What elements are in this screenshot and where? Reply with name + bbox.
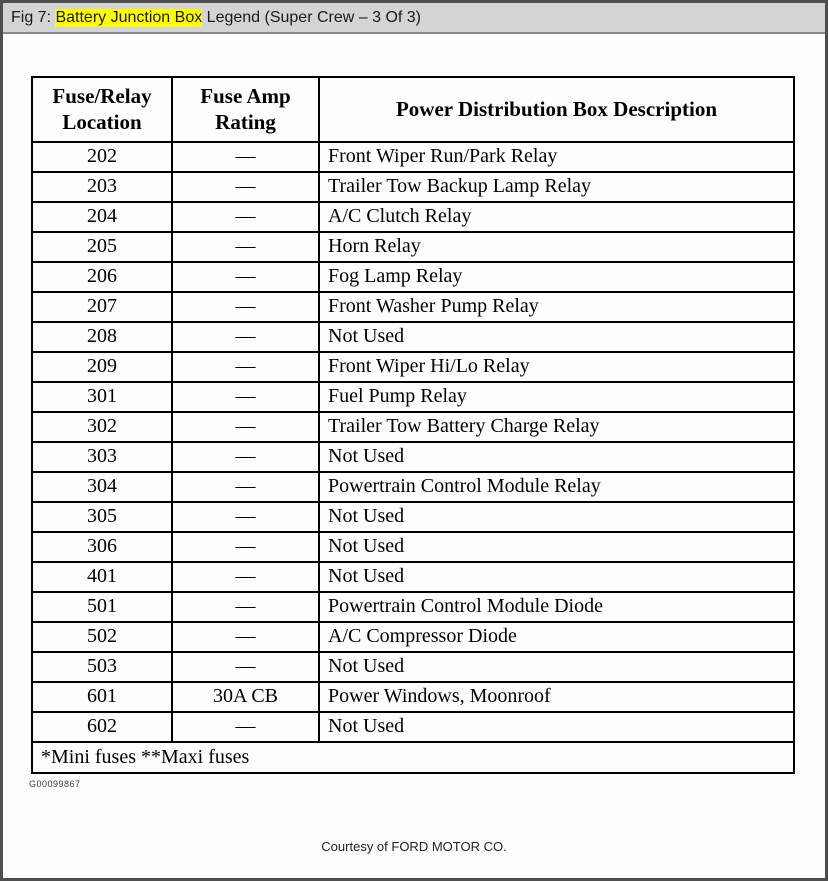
cell-fuse-relay-location: 501 — [32, 592, 172, 622]
cell-fuse-relay-location: 207 — [32, 292, 172, 322]
cell-fuse-amp-rating: — — [172, 442, 319, 472]
cell-fuse-amp-rating: — — [172, 322, 319, 352]
table-row — [32, 562, 794, 592]
cell-fuse-amp-rating: — — [172, 382, 319, 412]
table-row — [32, 442, 794, 472]
table-row — [32, 382, 794, 412]
cell-fuse-amp-rating: — — [172, 562, 319, 592]
cell-description: Not Used — [319, 562, 794, 592]
cell-fuse-amp-rating: 30A CB — [172, 682, 319, 712]
figure-caption-bar — [3, 3, 825, 34]
cell-description: Fuel Pump Relay — [319, 382, 794, 412]
cell-fuse-amp-rating: — — [172, 172, 319, 202]
cell-description: Not Used — [319, 712, 794, 742]
cell-description: Not Used — [319, 322, 794, 352]
table-row — [32, 712, 794, 742]
table-row — [32, 652, 794, 682]
table-row — [32, 322, 794, 352]
cell-fuse-amp-rating: — — [172, 532, 319, 562]
cell-fuse-relay-location: 305 — [32, 502, 172, 532]
cell-fuse-amp-rating: — — [172, 262, 319, 292]
cell-description: Powertrain Control Module Relay — [319, 472, 794, 502]
cell-fuse-amp-rating: — — [172, 292, 319, 322]
cell-description: Not Used — [319, 442, 794, 472]
table-row — [32, 412, 794, 442]
cell-fuse-amp-rating: — — [172, 142, 319, 172]
cell-description: Not Used — [319, 652, 794, 682]
cell-fuse-relay-location: 209 — [32, 352, 172, 382]
figure-id: G00099867 — [29, 778, 81, 789]
cell-description: Horn Relay — [319, 232, 794, 262]
cell-fuse-amp-rating: — — [172, 412, 319, 442]
table-row — [32, 292, 794, 322]
cell-fuse-relay-location: 202 — [32, 142, 172, 172]
table-row — [32, 592, 794, 622]
table-row — [32, 472, 794, 502]
cell-description: Front Wiper Hi/Lo Relay — [319, 352, 794, 382]
cell-fuse-amp-rating: — — [172, 622, 319, 652]
fuse-legend-table — [31, 76, 795, 774]
fuse-table-body — [32, 142, 794, 742]
cell-fuse-relay-location: 602 — [32, 712, 172, 742]
cell-description: Fog Lamp Relay — [319, 262, 794, 292]
footnote-row — [32, 742, 794, 773]
table-row — [32, 352, 794, 382]
cell-description: Trailer Tow Backup Lamp Relay — [319, 172, 794, 202]
cell-fuse-relay-location: 503 — [32, 652, 172, 682]
cell-description: A/C Compressor Diode — [319, 622, 794, 652]
table-header-row — [32, 77, 794, 142]
cell-fuse-relay-location: 304 — [32, 472, 172, 502]
cell-fuse-relay-location: 204 — [32, 202, 172, 232]
column-header-fuse-relay-location: Fuse/Relay Location — [32, 77, 172, 142]
cell-fuse-amp-rating: — — [172, 352, 319, 382]
cell-description: Front Washer Pump Relay — [319, 292, 794, 322]
table-row — [32, 142, 794, 172]
table-row — [32, 202, 794, 232]
cell-description: Front Wiper Run/Park Relay — [319, 142, 794, 172]
table-row — [32, 232, 794, 262]
cell-description: Powertrain Control Module Diode — [319, 592, 794, 622]
courtesy-text: Courtesy of FORD MOTOR CO. — [321, 839, 507, 854]
cell-fuse-relay-location: 303 — [32, 442, 172, 472]
caption-suffix: Legend (Super Crew – 3 Of 3) — [202, 8, 421, 26]
cell-fuse-amp-rating: — — [172, 232, 319, 262]
cell-fuse-amp-rating: — — [172, 472, 319, 502]
cell-fuse-relay-location: 208 — [32, 322, 172, 352]
cell-fuse-relay-location: 306 — [32, 532, 172, 562]
cell-description: A/C Clutch Relay — [319, 202, 794, 232]
cell-fuse-relay-location: 502 — [32, 622, 172, 652]
cell-fuse-amp-rating: — — [172, 712, 319, 742]
cell-fuse-relay-location: 302 — [32, 412, 172, 442]
caption-prefix: Fig 7: — [11, 8, 56, 26]
table-row — [32, 682, 794, 712]
cell-fuse-relay-location: 205 — [32, 232, 172, 262]
cell-fuse-relay-location: 401 — [32, 562, 172, 592]
column-header-fuse-amp-rating: Fuse Amp Rating — [172, 77, 319, 142]
cell-description: Power Windows, Moonroof — [319, 682, 794, 712]
cell-fuse-amp-rating: — — [172, 652, 319, 682]
cell-fuse-relay-location: 206 — [32, 262, 172, 292]
table-row — [32, 172, 794, 202]
cell-description: Trailer Tow Battery Charge Relay — [319, 412, 794, 442]
cell-description: Not Used — [319, 532, 794, 562]
cell-fuse-relay-location: 203 — [32, 172, 172, 202]
table-row — [32, 502, 794, 532]
cell-fuse-amp-rating: — — [172, 592, 319, 622]
column-header-description: Power Distribution Box Description — [319, 77, 794, 142]
cell-fuse-relay-location: 301 — [32, 382, 172, 412]
table-row — [32, 622, 794, 652]
caption-highlighted-text: Battery Junction Box — [55, 8, 203, 26]
cell-description: Not Used — [319, 502, 794, 532]
table-row — [32, 262, 794, 292]
footnote-text: *Mini fuses **Maxi fuses — [32, 742, 794, 773]
cell-fuse-amp-rating: — — [172, 502, 319, 532]
cell-fuse-relay-location: 601 — [32, 682, 172, 712]
table-row — [32, 532, 794, 562]
cell-fuse-amp-rating: — — [172, 202, 319, 232]
